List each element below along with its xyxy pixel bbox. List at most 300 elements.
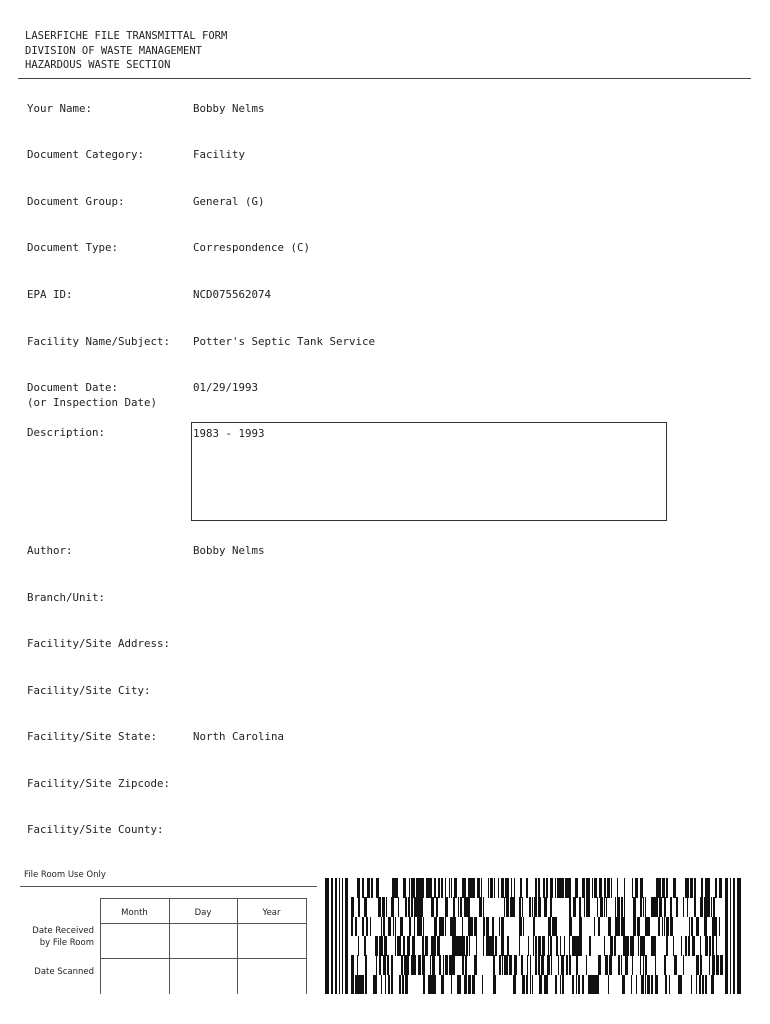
barcode-bar xyxy=(573,897,576,917)
barcode-bar xyxy=(454,878,457,898)
barcode-bar xyxy=(423,917,424,937)
barcode-bar xyxy=(562,975,564,994)
barcode-bar xyxy=(708,878,710,898)
barcode-bar xyxy=(546,975,548,994)
barcode-bar xyxy=(378,897,381,917)
barcode-bar xyxy=(681,975,682,994)
barcode-bar xyxy=(530,955,531,975)
barcode-bar xyxy=(530,975,531,994)
field-label: EPA ID: xyxy=(27,288,73,301)
barcode-bar xyxy=(501,917,504,937)
barcode-bar xyxy=(362,917,364,937)
barcode-bar xyxy=(635,878,638,898)
barcode-bar xyxy=(519,917,522,937)
barcode-bar xyxy=(617,878,618,898)
table-top-rule xyxy=(100,898,307,899)
barcode-bar xyxy=(483,936,484,956)
field-label: Facility/Site City: xyxy=(27,684,151,697)
field-site-city xyxy=(27,684,151,726)
barcode-bar xyxy=(460,897,462,917)
barcode-bar xyxy=(370,917,371,937)
barcode-bar xyxy=(501,936,504,956)
barcode-bar xyxy=(445,917,446,937)
barcode-bar xyxy=(687,878,689,898)
row-header-line: Date Scanned xyxy=(34,967,94,977)
barcode-bar xyxy=(366,917,368,937)
barcode-bar xyxy=(651,975,653,994)
field-value: 01/29/1993 xyxy=(193,381,259,394)
barcode-bar xyxy=(492,936,494,956)
barcode-bar xyxy=(462,917,463,937)
barcode-bar xyxy=(685,936,687,956)
barcode-bar xyxy=(451,975,452,994)
barcode-bar xyxy=(584,897,585,917)
barcode-bar xyxy=(538,955,540,975)
barcode-bar xyxy=(483,897,484,917)
field-label-secondary: (or Inspection Date) xyxy=(27,396,158,409)
barcode-bar xyxy=(411,897,413,917)
barcode-bar xyxy=(658,917,660,937)
barcode-bar xyxy=(621,897,623,917)
barcode-bar xyxy=(548,936,549,956)
field-document-type xyxy=(27,241,311,283)
barcode-bar xyxy=(412,936,415,956)
barcode-bar xyxy=(388,975,390,994)
barcode-bar xyxy=(453,897,455,917)
barcode-bar xyxy=(519,936,520,956)
barcode-bar xyxy=(666,878,668,898)
barcode-bar xyxy=(361,975,364,994)
barcode-bar xyxy=(403,878,406,898)
barcode-bar xyxy=(617,897,620,917)
barcode-bar xyxy=(395,936,396,956)
field-value: Bobby Nelms xyxy=(193,102,265,115)
barcode-bar xyxy=(438,878,440,898)
barcode-bar xyxy=(513,975,516,994)
field-facility-name xyxy=(27,335,376,377)
field-description xyxy=(27,426,106,454)
barcode-bar xyxy=(610,917,611,937)
barcode-bar xyxy=(522,897,523,917)
field-document-group xyxy=(27,195,265,237)
barcode-bar xyxy=(534,897,537,917)
barcode-bar xyxy=(466,936,468,956)
barcode-bar xyxy=(701,878,703,898)
barcode-bar xyxy=(511,878,512,898)
barcode-bar xyxy=(640,955,641,975)
description-value: 1983 - 1993 xyxy=(193,427,265,440)
barcode-bar xyxy=(514,878,515,898)
barcode-bar xyxy=(407,936,410,956)
barcode-bar xyxy=(541,955,544,975)
barcode-bar xyxy=(433,975,436,994)
barcode-bar xyxy=(669,975,670,994)
barcode-bar xyxy=(400,936,401,956)
row-header-date-received xyxy=(20,925,94,949)
barcode-bar xyxy=(614,936,616,956)
field-epa-id xyxy=(27,288,272,330)
barcode-bar xyxy=(526,975,528,994)
barcode-bar xyxy=(709,936,711,956)
barcode-bar xyxy=(335,878,337,994)
barcode-bar xyxy=(458,897,459,917)
barcode-bar xyxy=(666,936,668,956)
field-label: Document Category: xyxy=(27,148,145,161)
barcode-bar xyxy=(507,878,509,898)
barcode-bar xyxy=(383,917,385,937)
barcode-bar xyxy=(413,955,416,975)
field-value: Facility xyxy=(193,148,246,161)
barcode-bar xyxy=(662,917,663,937)
barcode-bar xyxy=(418,955,421,975)
barcode-bar xyxy=(395,917,396,937)
barcode-bar xyxy=(592,878,593,898)
barcode-bar xyxy=(451,878,452,898)
field-label: Facility/Site Address: xyxy=(27,637,171,650)
barcode-bar xyxy=(655,897,658,917)
barcode-bar xyxy=(365,975,367,994)
barcode-bar xyxy=(527,955,528,975)
barcode-bar xyxy=(576,955,578,975)
description-box xyxy=(191,422,667,521)
barcode-bar xyxy=(384,936,387,956)
barcode-bar xyxy=(632,936,634,956)
barcode-bar xyxy=(523,917,524,937)
barcode-bar xyxy=(555,975,557,994)
barcode-bar xyxy=(711,975,714,994)
barcode-bar xyxy=(604,936,605,956)
barcode-bar xyxy=(733,878,735,994)
barcode-bar xyxy=(351,955,354,975)
barcode-bar xyxy=(432,955,435,975)
barcode-bar xyxy=(543,878,545,898)
barcode-bar xyxy=(706,975,707,994)
field-label: Facility/Site State: xyxy=(27,730,158,743)
barcode-bar xyxy=(605,955,608,975)
barcode-bar xyxy=(445,878,446,898)
field-value: Bobby Nelms xyxy=(193,544,265,557)
barcode-bar xyxy=(469,936,470,956)
barcode-bar xyxy=(560,936,561,956)
barcode-bar xyxy=(386,897,387,917)
barcode-bar xyxy=(508,897,509,917)
barcode-bar xyxy=(597,897,598,917)
barcode-bar xyxy=(439,955,441,975)
field-document-category xyxy=(27,148,246,190)
barcode-bar xyxy=(325,878,329,994)
barcode-bar xyxy=(437,936,440,956)
barcode-bar xyxy=(615,897,616,917)
barcode-bar xyxy=(462,955,464,975)
barcode-bar xyxy=(654,936,656,956)
barcode-bar xyxy=(676,897,678,917)
barcode-bar xyxy=(575,878,578,898)
field-label: Facility/Site Zipcode: xyxy=(27,777,171,790)
header-title: LASERFICHE FILE TRANSMITTAL FORM xyxy=(25,30,228,42)
barcode-bar xyxy=(664,955,666,975)
barcode-bar xyxy=(468,975,471,994)
barcode-bar xyxy=(474,878,475,898)
barcode-bar xyxy=(601,897,603,917)
barcode-bar xyxy=(528,936,529,956)
barcode-bar xyxy=(637,917,640,937)
barcode-bar xyxy=(542,936,545,956)
barcode-bar xyxy=(700,897,703,917)
barcode-bar xyxy=(691,917,693,937)
barcode-bar xyxy=(474,955,477,975)
barcode-bar xyxy=(486,917,489,937)
barcode-bar xyxy=(376,878,379,898)
barcode-bar xyxy=(426,936,428,956)
barcode-bar xyxy=(533,936,534,956)
barcode-bar xyxy=(434,917,437,937)
barcode-bar xyxy=(409,878,410,898)
barcode-bar xyxy=(550,936,552,956)
file-room-divider xyxy=(20,886,317,887)
barcode-bar xyxy=(716,936,717,956)
barcode-bar xyxy=(604,897,605,917)
barcode-bar xyxy=(673,878,676,898)
file-room-table xyxy=(20,898,307,994)
barcode-bar xyxy=(377,936,378,956)
field-your-name xyxy=(27,102,265,144)
barcode-bar xyxy=(420,917,422,937)
barcode-bar xyxy=(400,917,403,937)
barcode-bar xyxy=(556,936,558,956)
barcode-bar xyxy=(725,878,728,994)
barcode-bar xyxy=(488,878,489,898)
barcode-bar xyxy=(445,897,448,917)
barcode-bar xyxy=(472,975,475,994)
barcode-bar xyxy=(538,878,540,898)
barcode-bar xyxy=(572,975,574,994)
barcode-bar xyxy=(579,917,582,937)
field-value: North Carolina xyxy=(193,730,285,743)
barcode-bar xyxy=(709,955,710,975)
barcode-bar xyxy=(514,955,517,975)
barcode-bar xyxy=(647,975,650,994)
barcode-bar xyxy=(691,975,692,994)
barcode-bar xyxy=(716,955,719,975)
barcode-bar xyxy=(700,936,701,956)
barcode-bar xyxy=(490,878,493,898)
barcode-bar xyxy=(719,878,722,898)
barcode-bar xyxy=(689,917,690,937)
barcode-bar xyxy=(423,975,425,994)
barcode-bar xyxy=(598,917,600,937)
barcode-bar xyxy=(550,897,552,917)
pdf417-barcode xyxy=(325,878,741,994)
barcode-bar xyxy=(422,878,424,898)
barcode-bar xyxy=(464,975,467,994)
barcode-bar xyxy=(358,936,359,956)
barcode-bar xyxy=(659,897,662,917)
barcode-bar xyxy=(712,936,714,956)
barcode-bar xyxy=(391,975,393,994)
barcode-bar xyxy=(665,975,667,994)
field-author xyxy=(27,544,265,586)
column-header-day: Day xyxy=(194,908,212,918)
barcode-bar xyxy=(465,955,467,975)
barcode-bar xyxy=(459,975,461,994)
barcode-bar xyxy=(576,975,577,994)
barcode-bar xyxy=(541,975,542,994)
field-label: Branch/Unit: xyxy=(27,591,106,604)
field-label: Description: xyxy=(27,426,106,439)
barcode-bar xyxy=(535,878,537,898)
barcode-bar xyxy=(631,975,632,994)
barcode-bar xyxy=(664,897,666,917)
barcode-bar xyxy=(696,917,699,937)
barcode-bar xyxy=(504,897,505,917)
barcode-bar xyxy=(632,878,633,898)
barcode-bar xyxy=(560,975,561,994)
barcode-bar xyxy=(445,955,448,975)
barcode-bar xyxy=(441,975,444,994)
barcode-bar xyxy=(696,975,697,994)
barcode-bar xyxy=(495,936,497,956)
barcode-bar xyxy=(526,878,528,898)
barcode-bar xyxy=(388,917,391,937)
barcode-bar xyxy=(578,975,580,994)
barcode-bar xyxy=(499,917,500,937)
barcode-bar xyxy=(607,878,610,898)
barcode-bar xyxy=(589,878,590,898)
barcode-bar xyxy=(481,878,482,898)
barcode-bar xyxy=(711,897,712,917)
barcode-bar xyxy=(737,878,741,994)
barcode-bar xyxy=(569,917,572,937)
file-room-title: File Room Use Only xyxy=(24,870,106,880)
barcode-bar xyxy=(414,917,415,937)
barcode-bar xyxy=(587,897,590,917)
barcode-bar xyxy=(569,955,571,975)
barcode-bar xyxy=(405,897,407,917)
barcode-bar xyxy=(683,897,684,917)
barcode-bar xyxy=(498,878,499,898)
barcode-bar xyxy=(670,897,672,917)
barcode-bar xyxy=(402,975,404,994)
barcode-bar xyxy=(463,936,465,956)
barcode-bar xyxy=(351,975,354,994)
barcode-bar xyxy=(482,975,483,994)
barcode-bar xyxy=(558,955,559,975)
barcode-bar xyxy=(499,955,501,975)
barcode-bar xyxy=(621,955,622,975)
barcode-bar xyxy=(532,897,533,917)
barcode-bar xyxy=(367,878,370,898)
barcode-bar xyxy=(430,955,431,975)
field-label: Your Name: xyxy=(27,102,93,115)
barcode-bar xyxy=(625,955,628,975)
barcode-bar xyxy=(468,897,470,917)
barcode-bar xyxy=(401,955,403,975)
field-site-address xyxy=(27,637,171,679)
barcode-bar xyxy=(501,878,504,898)
barcode-bar xyxy=(521,955,523,975)
barcode-bar xyxy=(477,878,480,898)
barcode-bar xyxy=(689,936,690,956)
barcode-bar xyxy=(611,878,612,898)
barcode-bar xyxy=(538,897,541,917)
barcode-bar xyxy=(633,897,636,917)
barcode-bar xyxy=(645,975,646,994)
barcode-bar xyxy=(449,878,450,898)
barcode-bar xyxy=(391,897,394,917)
barcode-bar xyxy=(393,917,394,937)
barcode-bar xyxy=(532,975,533,994)
field-branch-unit xyxy=(27,591,106,633)
field-label: Facility/Site County: xyxy=(27,823,164,836)
barcode-bar xyxy=(351,897,354,917)
barcode-bar xyxy=(551,955,552,975)
barcode-bar xyxy=(564,936,565,956)
header-divider xyxy=(18,78,751,79)
barcode-bar xyxy=(365,955,367,975)
barcode-bar xyxy=(382,897,385,917)
barcode-bar xyxy=(674,955,677,975)
barcode-bar xyxy=(579,936,582,956)
barcode-bar xyxy=(403,936,405,956)
barcode-bar xyxy=(648,917,650,937)
barcode-bar xyxy=(702,975,704,994)
barcode-bar xyxy=(355,917,357,937)
barcode-bar xyxy=(604,878,606,898)
barcode-bar xyxy=(441,878,443,898)
barcode-bar xyxy=(502,955,503,975)
barcode-bar xyxy=(550,878,553,898)
row-header-line: by File Room xyxy=(39,938,94,948)
barcode-bar xyxy=(433,936,436,956)
barcode-bar xyxy=(364,897,367,917)
barcode-bar xyxy=(364,936,366,956)
barcode-bar xyxy=(655,975,658,994)
barcode-bar xyxy=(452,955,455,975)
barcode-bar xyxy=(582,878,585,898)
field-value: Potter's Septic Tank Service xyxy=(193,335,376,348)
barcode-bar xyxy=(339,878,340,994)
barcode-bar xyxy=(582,975,584,994)
barcode-bar xyxy=(566,955,568,975)
barcode-bar xyxy=(599,878,602,898)
barcode-bar xyxy=(699,975,701,994)
barcode-bar xyxy=(506,955,508,975)
barcode-bar xyxy=(508,936,509,956)
barcode-bar xyxy=(554,917,557,937)
barcode-bar xyxy=(664,917,665,937)
barcode-bar xyxy=(520,878,522,898)
field-label: Document Type: xyxy=(27,241,119,254)
barcode-bar xyxy=(645,897,646,917)
barcode-bar xyxy=(493,955,495,975)
field-site-zipcode xyxy=(27,777,171,819)
barcode-bar xyxy=(492,917,494,937)
barcode-bar xyxy=(608,975,609,994)
barcode-bar xyxy=(655,955,656,975)
field-label: Document Date: xyxy=(27,381,119,394)
barcode-bar xyxy=(431,897,434,917)
field-label: Facility Name/Subject: xyxy=(27,335,171,348)
barcode-bar xyxy=(626,936,629,956)
barcode-bar xyxy=(555,878,556,898)
barcode-bar xyxy=(715,878,717,898)
barcode-bar xyxy=(476,936,477,956)
barcode-bar xyxy=(643,936,645,956)
header-division: DIVISION OF WASTE MANAGEMENT xyxy=(25,44,203,57)
barcode-bar xyxy=(529,897,531,917)
barcode-bar xyxy=(420,897,423,917)
barcode-bar xyxy=(700,955,702,975)
